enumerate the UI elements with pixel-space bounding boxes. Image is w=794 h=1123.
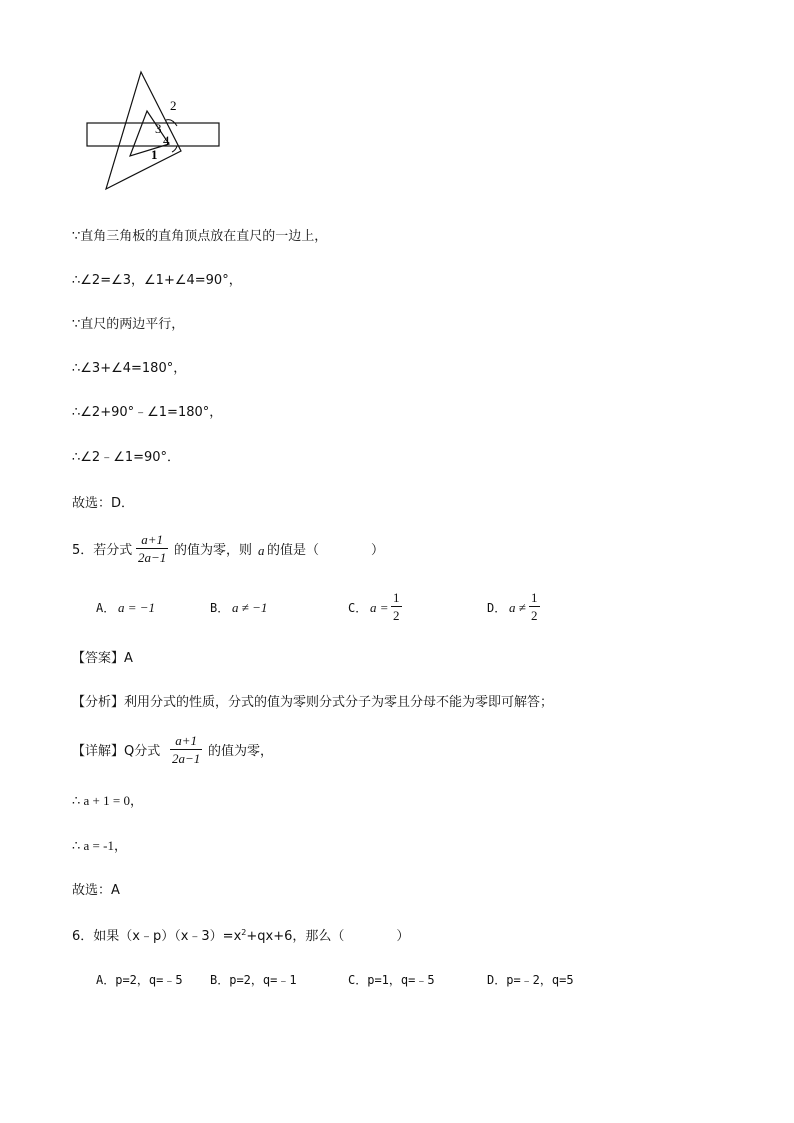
q5-option-c-den: 2	[393, 608, 400, 623]
proof-choice: 故选：D．	[72, 496, 135, 511]
q5-option-d-num: 1	[531, 590, 538, 605]
angle-label-3: 3	[155, 121, 162, 136]
q5-detail-numerator: a+1	[175, 733, 198, 748]
q6-option-a: A．p=2，q=﹣5	[96, 973, 183, 987]
q5-option-c-fraction	[391, 590, 402, 623]
outer-triangle	[106, 72, 181, 189]
q5-fraction-denominator: 2a−1	[138, 550, 167, 565]
q5-detail-denominator: 2a−1	[172, 751, 201, 766]
angle-label-4: 4	[163, 133, 170, 148]
proof-line-4: ∴∠3+∠4=180°，	[72, 361, 187, 376]
q6-stem	[72, 929, 409, 943]
q5-option-b-label: B．	[210, 601, 230, 615]
angle-label-1: 1	[151, 147, 158, 162]
q6-option-c: C．p=1，q=﹣5	[348, 973, 435, 987]
q6-stem-exponent: 2	[241, 928, 247, 937]
q5-option-c-num: 1	[393, 590, 400, 605]
proof-line-2: ∴∠2=∠3，∠1+∠4=90°，	[72, 273, 242, 288]
proof-line-6: ∴∠2﹣∠1=90°．	[72, 450, 181, 465]
q5-detail-fraction	[170, 733, 202, 766]
q5-detail-suffix: 的值为零，	[208, 744, 274, 759]
q5-analysis: 【分析】利用分式的性质，分式的值为零则分式分子为零且分母不能为零即可解答；	[72, 695, 554, 710]
q5-stem-mid: 的值为零，则	[174, 543, 253, 558]
q5-stem-var: a	[258, 543, 265, 558]
q5-option-d-den: 2	[531, 608, 538, 623]
q5-choice: 故选：A	[72, 883, 120, 898]
angle-label-2: 2	[170, 98, 177, 113]
q5-option-a-label: A．	[96, 601, 116, 615]
q5-option-d-fraction	[529, 590, 540, 623]
q6-stem-b: +qx+6，那么（ ）	[246, 929, 410, 944]
q6-option-d: D．p=﹣2，q=5	[487, 973, 574, 987]
ruler-rect	[87, 123, 219, 146]
q5-option-b-value: a ≠ −1	[232, 600, 268, 615]
q5-answer: 【答案】A	[72, 651, 133, 666]
q5-fraction-numerator: a+1	[141, 532, 164, 547]
triangle-ruler-figure	[80, 64, 230, 194]
q5-step-2: ∴ a = -1，	[72, 838, 127, 853]
q5-option-c-label: C．	[348, 601, 368, 615]
q5-option-d-label: D．	[487, 601, 507, 615]
q6-stem-a: 6．如果（x﹣p）（x﹣3）=x	[72, 929, 242, 944]
q5-stem-suffix: 的值是（ ）	[267, 543, 385, 558]
q5-option-c-value: a =	[370, 600, 389, 615]
q5-step-1: ∴ a + 1 = 0，	[72, 793, 143, 808]
q5-detail-prefix: 【详解】Q分式	[72, 744, 161, 759]
q6-option-b: B．p=2，q=﹣1	[210, 973, 297, 987]
proof-line-1: ∵直角三角板的直角顶点放在直尺的一边上，	[72, 229, 328, 244]
q5-option-a-value: a = −1	[118, 600, 156, 615]
q5-fraction	[136, 532, 168, 565]
angle-arc-1	[172, 146, 177, 152]
proof-line-3: ∵直尺的两边平行，	[72, 317, 185, 332]
q5-stem-prefix: 5．若分式	[72, 543, 133, 558]
proof-line-5: ∴∠2+90°﹣∠1=180°，	[72, 405, 223, 420]
q5-option-d-value: a ≠	[509, 600, 526, 615]
